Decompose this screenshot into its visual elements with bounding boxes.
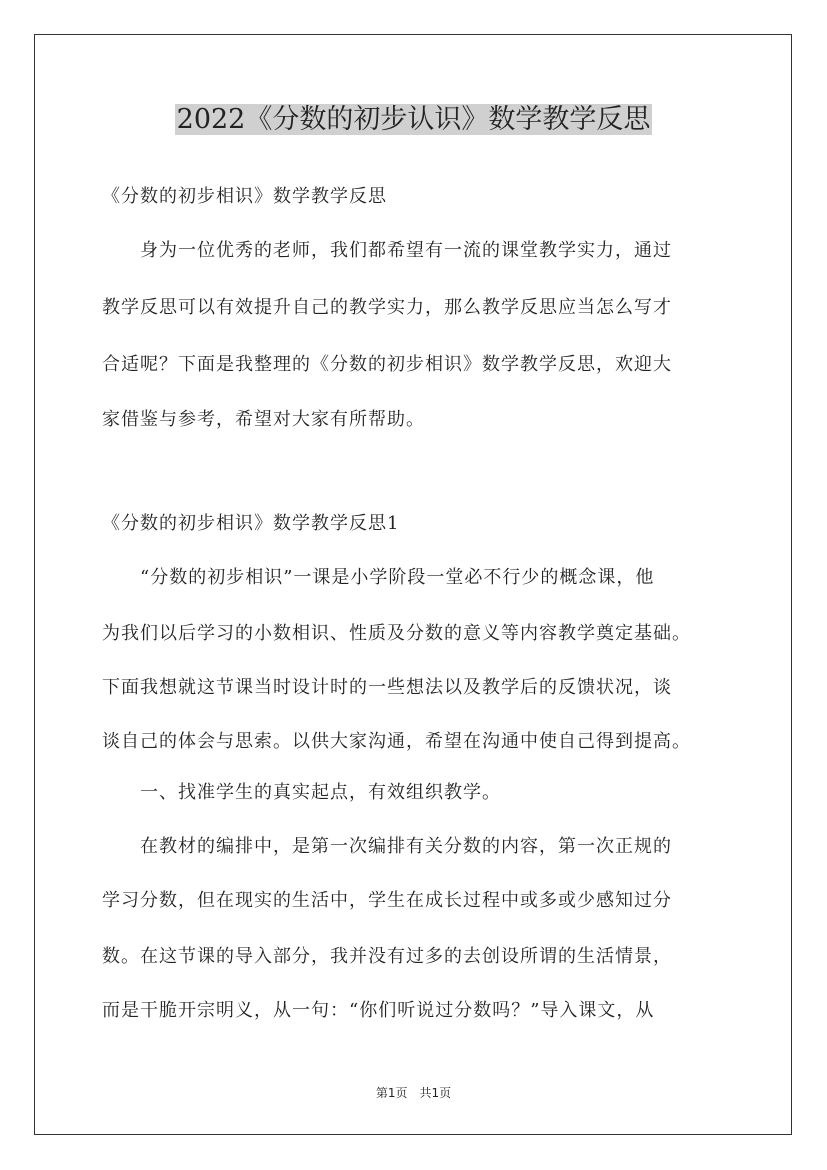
paragraph-line: 在教材的编排中，是第一次编排有关分数的内容，第一次正规的	[102, 836, 672, 857]
paragraph-line: “分数的初步相识”一课是小学阶段一堂必不行少的概念课，他	[102, 567, 655, 588]
document-subtitle: 《分数的初步相识》数学教学反思	[102, 186, 387, 207]
paragraph-line: 一、找准学生的真实起点，有效组织教学。	[102, 782, 501, 803]
paragraph-line: 学习分数，但在现实的生活中，学生在成长过程中或多或少感知过分	[102, 890, 672, 911]
page-footer: 第1页 共1页	[375, 1086, 452, 1100]
paragraph-line: 为我们以后学习的小数相识、性质及分数的意义等内容教学奠定基础。	[102, 623, 691, 644]
paragraph-line: 数。在这节课的导入部分，我并没有过多的去创设所谓的生活情景，	[102, 946, 672, 967]
paragraph-line: 合适呢？下面是我整理的《分数的初步相识》数学教学反思，欢迎大	[102, 354, 672, 375]
paragraph-line: 身为一位优秀的老师，我们都希望有一流的课堂教学实力，通过	[102, 240, 672, 261]
document-title	[0, 100, 827, 140]
paragraph-line: 谈自己的体会与思索。以供大家沟通，希望在沟通中使自己得到提高。	[102, 731, 691, 752]
paragraph-line: 家借鉴与参考，希望对大家有所帮助。	[102, 409, 425, 430]
paragraph-line: 下面我想就这节课当时设计时的一些想法以及教学后的反馈状况，谈	[102, 677, 672, 698]
document-title-text: 2022《分数的初步认识》数学教学反思	[176, 104, 651, 135]
paragraph-line: 教学反思可以有效提升自己的教学实力，那么教学反思应当怎么写才	[102, 297, 672, 318]
paragraph-line: 而是干脆开宗明义，从一句：“你们听说过分数吗？”导入课文，从	[102, 1000, 655, 1021]
section-heading: 《分数的初步相识》数学教学反思1	[102, 513, 400, 534]
